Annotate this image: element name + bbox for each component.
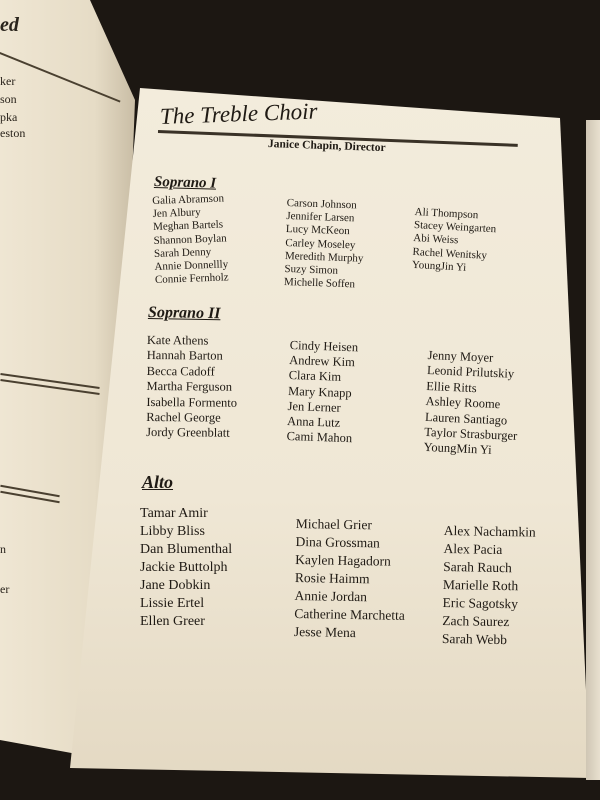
member-name: Mary Knapp <box>287 383 352 400</box>
member-name: Leonid Prilutskiy <box>426 363 515 382</box>
director-credit: Janice Chapin, Director <box>267 138 386 155</box>
alto-column-3 <box>442 522 536 650</box>
member-name: Meghan Bartels <box>152 218 224 234</box>
member-name: Clara Kim <box>288 368 342 385</box>
soprano-2-column-2 <box>286 338 358 447</box>
left-page-text-fragment: er <box>0 582 10 596</box>
member-name: Alex Nachamkin <box>443 522 536 540</box>
member-name: Annie Donnellly <box>154 258 229 273</box>
member-name: Jesse Mena <box>293 623 356 641</box>
member-name: Eric Sagotsky <box>442 594 519 612</box>
member-name: Ellen Greer <box>140 614 205 629</box>
member-name: Martha Ferguson <box>146 379 233 394</box>
member-name: Connie Fernholz <box>154 271 229 287</box>
member-name: Jennifer Larsen <box>286 210 355 225</box>
member-name: Isabella Formento <box>146 394 238 410</box>
member-name: Dan Blumenthal <box>140 542 233 557</box>
member-name: Taylor Strasburger <box>424 424 518 443</box>
member-name: Zach Saurez <box>442 612 510 630</box>
member-name: Abi Weiss <box>412 232 459 247</box>
left-page-text-fragment: pka <box>0 110 18 124</box>
member-name: Rachel George <box>146 410 221 425</box>
member-name: Jordy Greenblatt <box>146 425 230 441</box>
member-name: Jackie Buttolph <box>140 560 228 575</box>
member-name: Andrew Kim <box>288 353 356 370</box>
member-name: Suzy Simon <box>284 262 339 277</box>
member-name: Alex Pacia <box>443 540 503 558</box>
member-name: Jen Lerner <box>287 398 341 415</box>
page-edge <box>586 120 600 780</box>
soprano-1-column-2 <box>284 197 366 292</box>
alto-column-2 <box>294 515 407 643</box>
member-name: Libby Bliss <box>140 524 205 539</box>
member-name: Lucy McKeon <box>285 223 350 238</box>
member-name: Annie Jordan <box>294 587 368 605</box>
member-name: Stacey Weingarten <box>413 219 497 236</box>
left-page-text-fragment: eston <box>0 126 26 140</box>
member-name: Rachel Wenitsky <box>412 245 488 262</box>
member-name: Kate Athens <box>146 333 209 348</box>
left-page-text-fragment: n <box>0 542 6 556</box>
member-name: Michael Grier <box>295 515 373 533</box>
member-name: Carson Johnson <box>286 197 357 212</box>
member-name: Ashley Roome <box>425 394 501 412</box>
member-name: Anna Lutz <box>286 413 341 430</box>
member-name: Sarah Webb <box>441 630 508 648</box>
member-name: Lauren Santiago <box>424 409 508 428</box>
member-name: Lissie Ertel <box>140 596 205 611</box>
member-name: Jane Dobkin <box>140 578 211 593</box>
member-name: YoungMin Yi <box>423 440 492 458</box>
member-name: Cami Mahon <box>286 429 353 446</box>
member-name: Michelle Soffen <box>283 276 356 291</box>
member-name: Cindy Heisen <box>289 338 359 355</box>
member-name: Dina Grossman <box>295 533 381 551</box>
member-name: Tamar Amir <box>140 506 208 521</box>
member-name: Marielle Roth <box>442 576 519 594</box>
member-name: Hannah Barton <box>146 348 223 364</box>
member-name: Jenny Moyer <box>427 348 494 365</box>
member-name: Kaylen Hagadorn <box>295 551 391 569</box>
left-page-text-fragment: ker <box>0 74 16 88</box>
member-name: Shannon Boylan <box>153 232 227 247</box>
soprano-2-column-1 <box>146 333 238 442</box>
member-name: Jen Albury <box>152 206 201 221</box>
member-name: Meredith Murphy <box>284 249 364 265</box>
left-page-text-fragment: son <box>0 92 17 106</box>
left-page-heading-fragment: ed <box>0 14 19 36</box>
member-name: Becca Cadoff <box>146 363 215 379</box>
member-name: Sarah Rauch <box>443 558 512 576</box>
member-name: Rosie Haimm <box>294 569 370 587</box>
section-heading-soprano-1: Soprano I <box>153 174 217 192</box>
member-name: Catherine Marchetta <box>294 605 405 623</box>
member-name: Sarah Denny <box>153 245 212 260</box>
soprano-1-column-1 <box>152 192 229 287</box>
page-title: The Treble Choir <box>159 98 318 129</box>
soprano-2-column-3 <box>423 348 521 460</box>
member-name: Ellie Ritts <box>426 378 477 395</box>
alto-column-1 <box>140 505 232 631</box>
soprano-1-column-3 <box>412 206 498 276</box>
section-heading-soprano-2: Soprano II <box>147 304 221 323</box>
member-name: Galia Abramson <box>152 192 225 207</box>
member-name: Carley Moseley <box>285 236 356 252</box>
member-name: YoungJin Yi <box>411 258 467 274</box>
section-heading-alto: Alto <box>142 472 174 492</box>
member-name: Ali Thompson <box>414 206 479 222</box>
